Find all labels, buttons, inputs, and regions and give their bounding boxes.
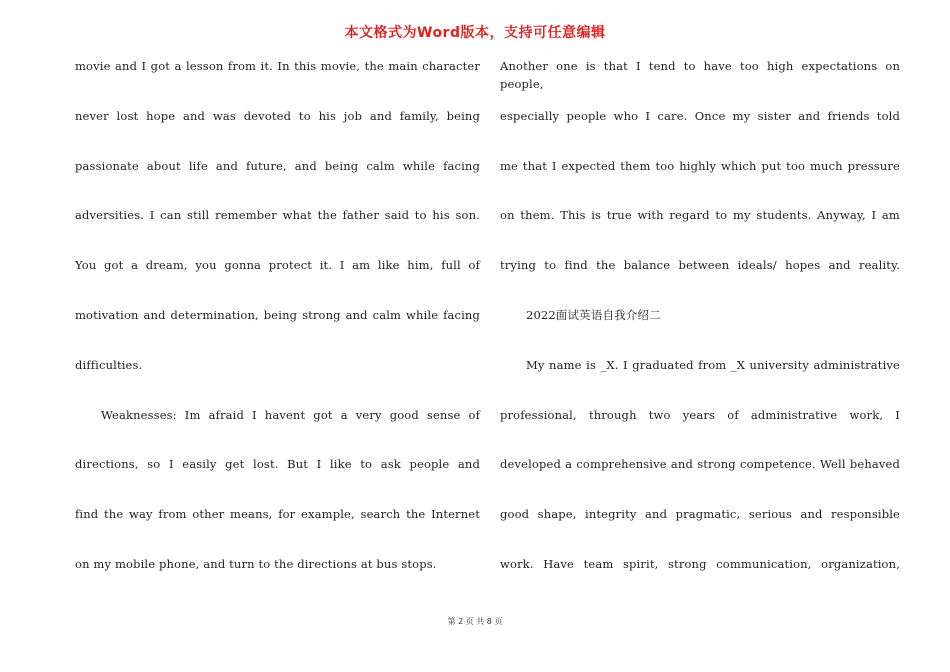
text-line: trying to find the balance between ideals/ hopes and reality. bbox=[500, 258, 900, 273]
text-line: motivation and determination, being strong and calm while facing bbox=[75, 307, 480, 322]
text-line: work. Have team spirit, strong communication, organization, bbox=[500, 556, 900, 571]
text-line: Another one is that I tend to have too high expectations on people, bbox=[500, 59, 900, 91]
text-line: on my mobile phone, and turn to the directions at bus stops. bbox=[75, 556, 437, 571]
text-line: difficulties. bbox=[75, 357, 143, 372]
left-text-column bbox=[75, 57, 480, 605]
text-line: directions, so I easily get lost. But I like to ask people and bbox=[75, 457, 480, 472]
text-line: on them. This is true with regard to my students. Anyway, I am bbox=[500, 208, 900, 223]
paragraph-start-line: Weaknesses: Im afraid I havent got a very good sense of bbox=[101, 407, 480, 422]
text-line: developed a comprehensive and strong competence. Well behaved bbox=[500, 457, 900, 472]
text-line: especially people who I care. Once my sister and friends told bbox=[500, 108, 900, 123]
text-line: find the way from other means, for example, search the Internet bbox=[75, 507, 480, 522]
text-line: me that I expected them too highly which put too much pressure bbox=[500, 158, 900, 173]
text-line: passionate about life and future, and being calm while facing bbox=[75, 158, 480, 173]
section-heading: 2022面试英语自我介绍二 bbox=[526, 307, 661, 322]
page-number-footer: 第 2 页 共 8 页 bbox=[447, 617, 503, 626]
paragraph-start-line: My name is _X. I graduated from _X university administrative bbox=[526, 357, 900, 372]
text-line: movie and I got a lesson from it. In this movie, the main character bbox=[75, 59, 480, 73]
text-line: good shape, integrity and pragmatic, serious and responsible bbox=[500, 507, 900, 522]
text-line: never lost hope and was devoted to his job and family, being bbox=[75, 108, 480, 123]
text-line: You got a dream, you gonna protect it. I am like him, full of bbox=[75, 258, 480, 273]
text-line: professional, through two years of administrative work, I bbox=[500, 407, 900, 422]
document-header: 本文格式为Word版本，支持可任意编辑 bbox=[344, 25, 606, 41]
right-text-column bbox=[500, 57, 900, 605]
text-line: adversities. I can still remember what the father said to his son. bbox=[75, 208, 480, 223]
